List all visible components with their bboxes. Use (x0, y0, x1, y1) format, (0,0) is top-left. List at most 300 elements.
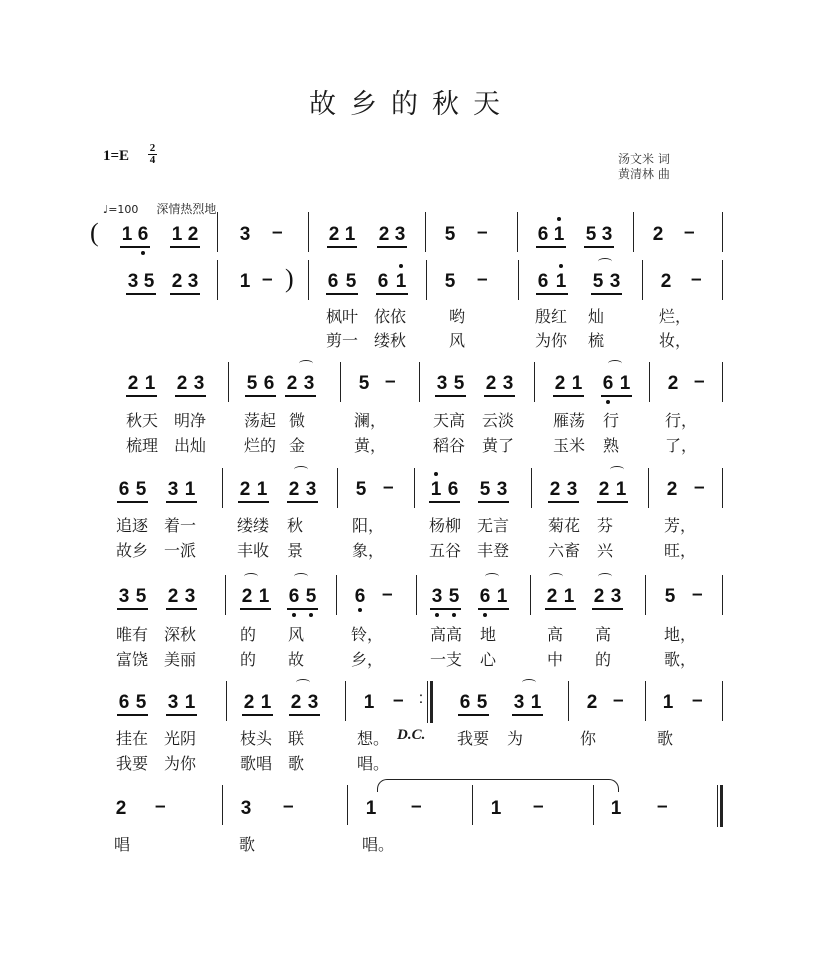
low-octave-dot (292, 613, 296, 617)
lyric: 一支 (430, 650, 463, 669)
eighth-beam (327, 246, 357, 248)
note: 6 (288, 586, 300, 607)
note: 5 (444, 271, 456, 292)
eighth-beam (175, 395, 206, 397)
note: 3 (496, 479, 508, 500)
note: 2 (328, 224, 340, 245)
eighth-beam (170, 293, 200, 295)
note: 1 (395, 271, 407, 292)
note: 1 (344, 224, 356, 245)
note: 3 (436, 373, 448, 394)
eighth-beam (601, 395, 632, 397)
slur-arc (299, 360, 313, 367)
note: 5 (592, 271, 604, 292)
note: 3 (167, 692, 179, 713)
note: 2 (667, 373, 679, 394)
barline (416, 575, 417, 615)
lyric: 荡起 (244, 411, 277, 430)
note: 1 (490, 798, 502, 819)
lyric: 的 (595, 650, 612, 669)
eighth-beam (597, 501, 628, 503)
lyric: 行 (603, 411, 620, 430)
lyric: 秋 (287, 516, 304, 535)
slur-arc (296, 679, 310, 686)
note: 1 (496, 586, 508, 607)
lyric: 我要 (457, 729, 490, 748)
note: 3 (305, 479, 317, 500)
lyric: 高 (547, 625, 564, 644)
low-octave-dot (435, 613, 439, 617)
note: 3 (307, 692, 319, 713)
note: 2 (171, 271, 183, 292)
barline (340, 362, 341, 402)
lyric: 枝头 (240, 729, 273, 748)
time-denominator: 4 (149, 154, 156, 166)
eighth-beam (166, 714, 197, 716)
note: 2 (598, 479, 610, 500)
lyric: 缕缕 (237, 516, 270, 535)
low-octave-dot (358, 608, 362, 612)
note: 3 (566, 479, 578, 500)
lyric: 歌， (664, 650, 697, 669)
lyric: 心 (480, 650, 497, 669)
lyric: 依依 (374, 307, 407, 326)
low-octave-dot (141, 251, 145, 255)
barline (568, 681, 569, 721)
barline (228, 362, 229, 402)
lyric: 我要 (116, 754, 149, 773)
lyric: 妆， (659, 331, 692, 350)
lyric: 烂， (659, 307, 692, 326)
slur-arc (598, 258, 612, 265)
expression-marking: 深情热烈地 (156, 202, 217, 216)
tie-arc (377, 779, 619, 792)
lyric: 丰收 (237, 541, 270, 560)
lyric: 深秋 (164, 625, 197, 644)
note: 2 (127, 373, 139, 394)
lyric: 想。 (357, 729, 390, 748)
note: 3 (513, 692, 525, 713)
key-signature: 1=E (103, 148, 130, 164)
note: 2 (176, 373, 188, 394)
note: 1 (615, 479, 627, 500)
eighth-beam (430, 608, 461, 610)
low-octave-dot (309, 613, 313, 617)
note: 3 (609, 271, 621, 292)
barline (226, 681, 227, 721)
lyric: 杨柳 (429, 516, 462, 535)
eighth-beam (435, 395, 466, 397)
eighth-beam (545, 608, 576, 610)
note: 5 (479, 479, 491, 500)
note: 5 (143, 271, 155, 292)
eighth-beam (117, 501, 148, 503)
high-octave-dot (399, 264, 403, 268)
barline (645, 575, 646, 615)
note: 1 (553, 224, 565, 245)
lyric: 阳， (352, 516, 385, 535)
lyric: 烂的 (244, 436, 277, 455)
lyric: 微 (289, 411, 306, 430)
lyric: 的 (240, 650, 257, 669)
note: 2 (378, 224, 390, 245)
extension-dash: – (694, 477, 705, 498)
lyric: 挂在 (116, 729, 149, 748)
note: 6 (537, 271, 549, 292)
lyric: 中 (547, 650, 564, 669)
note: 2 (660, 271, 672, 292)
eighth-beam (591, 293, 622, 295)
lyric: 高高 (430, 625, 463, 644)
slur-arc (294, 573, 308, 580)
note: 6 (354, 586, 366, 607)
note: 3 (239, 224, 251, 245)
lyric: 为你 (164, 754, 197, 773)
final-barline-thick (720, 785, 723, 827)
intro-close-paren: ) (285, 264, 294, 293)
note: 5 (444, 224, 456, 245)
note: 6 (137, 224, 149, 245)
repeat-colon: : (418, 690, 424, 707)
note: 1 (530, 692, 542, 713)
barline (518, 260, 519, 300)
barline (534, 362, 535, 402)
eighth-beam (287, 608, 318, 610)
lyric: 一派 (164, 541, 197, 560)
slur-arc (244, 573, 258, 580)
tempo-value: ♩=100 (103, 203, 139, 216)
lyric: 高 (595, 625, 612, 644)
slur-arc (598, 573, 612, 580)
lyric: 芬 (597, 516, 614, 535)
lyric: 风 (288, 625, 305, 644)
note: 2 (115, 798, 127, 819)
lyric: 丰登 (477, 541, 510, 560)
eighth-beam (584, 246, 614, 248)
note: 3 (502, 373, 514, 394)
lyric: 美丽 (164, 650, 197, 669)
eighth-beam (377, 246, 407, 248)
extension-dash: – (411, 796, 422, 817)
note: 6 (479, 586, 491, 607)
eighth-beam (553, 395, 584, 397)
lyric: 熟 (603, 436, 620, 455)
lyric: 歌 (288, 754, 305, 773)
lyric: 你 (580, 729, 597, 748)
extension-dash: – (262, 269, 273, 290)
time-numerator: 2 (149, 142, 156, 154)
note: 1 (239, 271, 251, 292)
note: 2 (593, 586, 605, 607)
note: 5 (585, 224, 597, 245)
note: 6 (118, 479, 130, 500)
lyric: 天高 (433, 411, 466, 430)
note: 1 (144, 373, 156, 394)
note: 5 (476, 692, 488, 713)
lyric: 黄， (354, 436, 387, 455)
barline (649, 362, 650, 402)
lyric: 行， (665, 411, 698, 430)
note: 2 (243, 692, 255, 713)
eighth-beam (170, 246, 200, 248)
extension-dash: – (691, 269, 702, 290)
note: 2 (554, 373, 566, 394)
barline (217, 212, 218, 252)
lyric: 六畜 (548, 541, 581, 560)
song-title: 故乡的秋天 (309, 89, 514, 120)
barline (633, 212, 634, 252)
composer: 黄清林 曲 (618, 167, 670, 181)
slur-arc (549, 573, 563, 580)
lyric: 联 (288, 729, 305, 748)
note: 1 (260, 692, 272, 713)
extension-dash: – (694, 371, 705, 392)
lyric: 地 (480, 625, 497, 644)
low-octave-dot (483, 613, 487, 617)
low-octave-dot (606, 400, 610, 404)
slur-arc (294, 466, 308, 473)
lyric: 芳， (664, 516, 697, 535)
slur-arc (608, 360, 622, 367)
note: 2 (286, 373, 298, 394)
note: 1 (171, 224, 183, 245)
note: 2 (652, 224, 664, 245)
lyric: 兴 (597, 541, 614, 560)
note: 2 (239, 479, 251, 500)
lyric: 出灿 (174, 436, 207, 455)
extension-dash: – (382, 584, 393, 605)
note: 1 (258, 586, 270, 607)
note: 3 (601, 224, 613, 245)
barline (722, 260, 723, 300)
barline (425, 212, 426, 252)
lyric: 歌唱 (240, 754, 273, 773)
note: 5 (246, 373, 258, 394)
eighth-beam (512, 714, 543, 716)
lyric: 玉米 (553, 436, 586, 455)
extension-dash: – (383, 477, 394, 498)
eighth-beam (287, 501, 318, 503)
eighth-beam (458, 714, 489, 716)
eighth-beam (166, 501, 197, 503)
extension-dash: – (692, 690, 703, 711)
final-barline-thin (717, 785, 718, 827)
eighth-beam (536, 293, 568, 295)
note: 2 (290, 692, 302, 713)
note: 3 (184, 586, 196, 607)
tempo-marking (103, 200, 216, 217)
lyric: 云淡 (482, 411, 515, 430)
note: 3 (167, 479, 179, 500)
lyric: 景 (287, 541, 304, 560)
note: 6 (447, 479, 459, 500)
extension-dash: – (155, 796, 166, 817)
note: 6 (602, 373, 614, 394)
barline (472, 785, 473, 825)
barline (222, 468, 223, 508)
lyric: 了， (665, 436, 698, 455)
lyric: 故 (288, 650, 305, 669)
high-octave-dot (559, 264, 563, 268)
note: 5 (448, 586, 460, 607)
intro-open-paren: ( (90, 218, 99, 247)
lyric: 为 (507, 729, 524, 748)
eighth-beam (478, 608, 509, 610)
barline (308, 212, 309, 252)
barline (722, 575, 723, 615)
lyric: 歌 (657, 729, 674, 748)
lyric: 乡， (351, 650, 384, 669)
barline (517, 212, 518, 252)
note: 1 (363, 692, 375, 713)
lyric: 灿 (588, 307, 605, 326)
eighth-beam (548, 501, 579, 503)
note: 6 (459, 692, 471, 713)
barline (722, 362, 723, 402)
note: 1 (555, 271, 567, 292)
note: 5 (664, 586, 676, 607)
barline (345, 681, 346, 721)
lyric: 无言 (477, 516, 510, 535)
eighth-beam (242, 714, 273, 716)
eighth-beam (117, 608, 148, 610)
note: 5 (135, 692, 147, 713)
lyric: 剪一 (326, 331, 359, 350)
credits (618, 152, 670, 182)
slur-arc (485, 573, 499, 580)
lyric: 缕秋 (374, 331, 407, 350)
note: 5 (355, 479, 367, 500)
lyric: 稻谷 (433, 436, 466, 455)
barline (593, 785, 594, 825)
note: 6 (377, 271, 389, 292)
note: 5 (453, 373, 465, 394)
extension-dash: – (393, 690, 404, 711)
lyric: 唱 (114, 835, 131, 854)
lyric: 梳 (588, 331, 605, 350)
note: 2 (167, 586, 179, 607)
note: 1 (184, 479, 196, 500)
note: 3 (610, 586, 622, 607)
note: 1 (256, 479, 268, 500)
extension-dash: – (385, 371, 396, 392)
lyric: 枫叶 (326, 307, 359, 326)
eighth-beam (240, 608, 271, 610)
barline (642, 260, 643, 300)
eighth-beam (429, 501, 460, 503)
note: 6 (537, 224, 549, 245)
eighth-beam (289, 714, 320, 716)
lyric: 唱。 (362, 835, 395, 854)
extension-dash: – (692, 584, 703, 605)
eighth-beam (238, 501, 269, 503)
lyric: 秋天 (126, 411, 159, 430)
eighth-beam (478, 501, 509, 503)
note: 2 (666, 479, 678, 500)
eighth-beam (166, 608, 197, 610)
note: 3 (187, 271, 199, 292)
barline (347, 785, 348, 825)
lyric: 黄了 (482, 436, 515, 455)
note: 1 (610, 798, 622, 819)
eighth-beam (536, 246, 566, 248)
extension-dash: – (272, 222, 283, 243)
da-capo-marking: D.C. (397, 727, 426, 743)
lyric: 唱。 (357, 754, 390, 773)
lyric: 故乡 (116, 541, 149, 560)
lyric: 澜， (354, 411, 387, 430)
lyric: 梳理 (126, 436, 159, 455)
lyric: 殷红 (535, 307, 568, 326)
note: 1 (563, 586, 575, 607)
extension-dash: – (283, 796, 294, 817)
barline (722, 212, 723, 252)
low-octave-dot (452, 613, 456, 617)
lyric: 的 (240, 625, 257, 644)
lyric: 金 (289, 436, 306, 455)
lyric: 唯有 (116, 625, 149, 644)
time-signature (148, 143, 157, 166)
note: 5 (305, 586, 317, 607)
barline (530, 575, 531, 615)
barline (419, 362, 420, 402)
high-octave-dot (557, 217, 561, 221)
lyric: 为你 (535, 331, 568, 350)
note: 2 (546, 586, 558, 607)
note: 2 (586, 692, 598, 713)
barline (337, 468, 338, 508)
eighth-beam (376, 293, 408, 295)
lyric: 追逐 (116, 516, 149, 535)
lyric: 富饶 (116, 650, 149, 669)
eighth-beam (126, 395, 157, 397)
repeat-barline-thick (430, 681, 433, 723)
barline (426, 260, 427, 300)
note: 5 (135, 586, 147, 607)
repeat-barline-thin (427, 681, 428, 723)
lyric: 歌 (239, 835, 256, 854)
note: 2 (549, 479, 561, 500)
barline (308, 260, 309, 300)
note: 2 (485, 373, 497, 394)
note: 6 (118, 692, 130, 713)
eighth-beam (117, 714, 148, 716)
note: 1 (571, 373, 583, 394)
note: 6 (327, 271, 339, 292)
lyricist: 汤文米 词 (618, 152, 670, 166)
extension-dash: – (657, 796, 668, 817)
note: 1 (662, 692, 674, 713)
lyric: 菊花 (548, 516, 581, 535)
note: 3 (394, 224, 406, 245)
slur-arc (610, 466, 624, 473)
note: 3 (240, 798, 252, 819)
extension-dash: – (533, 796, 544, 817)
lyric: 象， (352, 541, 385, 560)
lyric: 哟 (449, 307, 466, 326)
note: 5 (135, 479, 147, 500)
note: 5 (345, 271, 357, 292)
note: 2 (187, 224, 199, 245)
note: 3 (303, 373, 315, 394)
note: 6 (263, 373, 275, 394)
barline (222, 785, 223, 825)
note: 2 (288, 479, 300, 500)
note: 1 (121, 224, 133, 245)
barline (531, 468, 532, 508)
lyric: 着一 (164, 516, 197, 535)
high-octave-dot (434, 472, 438, 476)
